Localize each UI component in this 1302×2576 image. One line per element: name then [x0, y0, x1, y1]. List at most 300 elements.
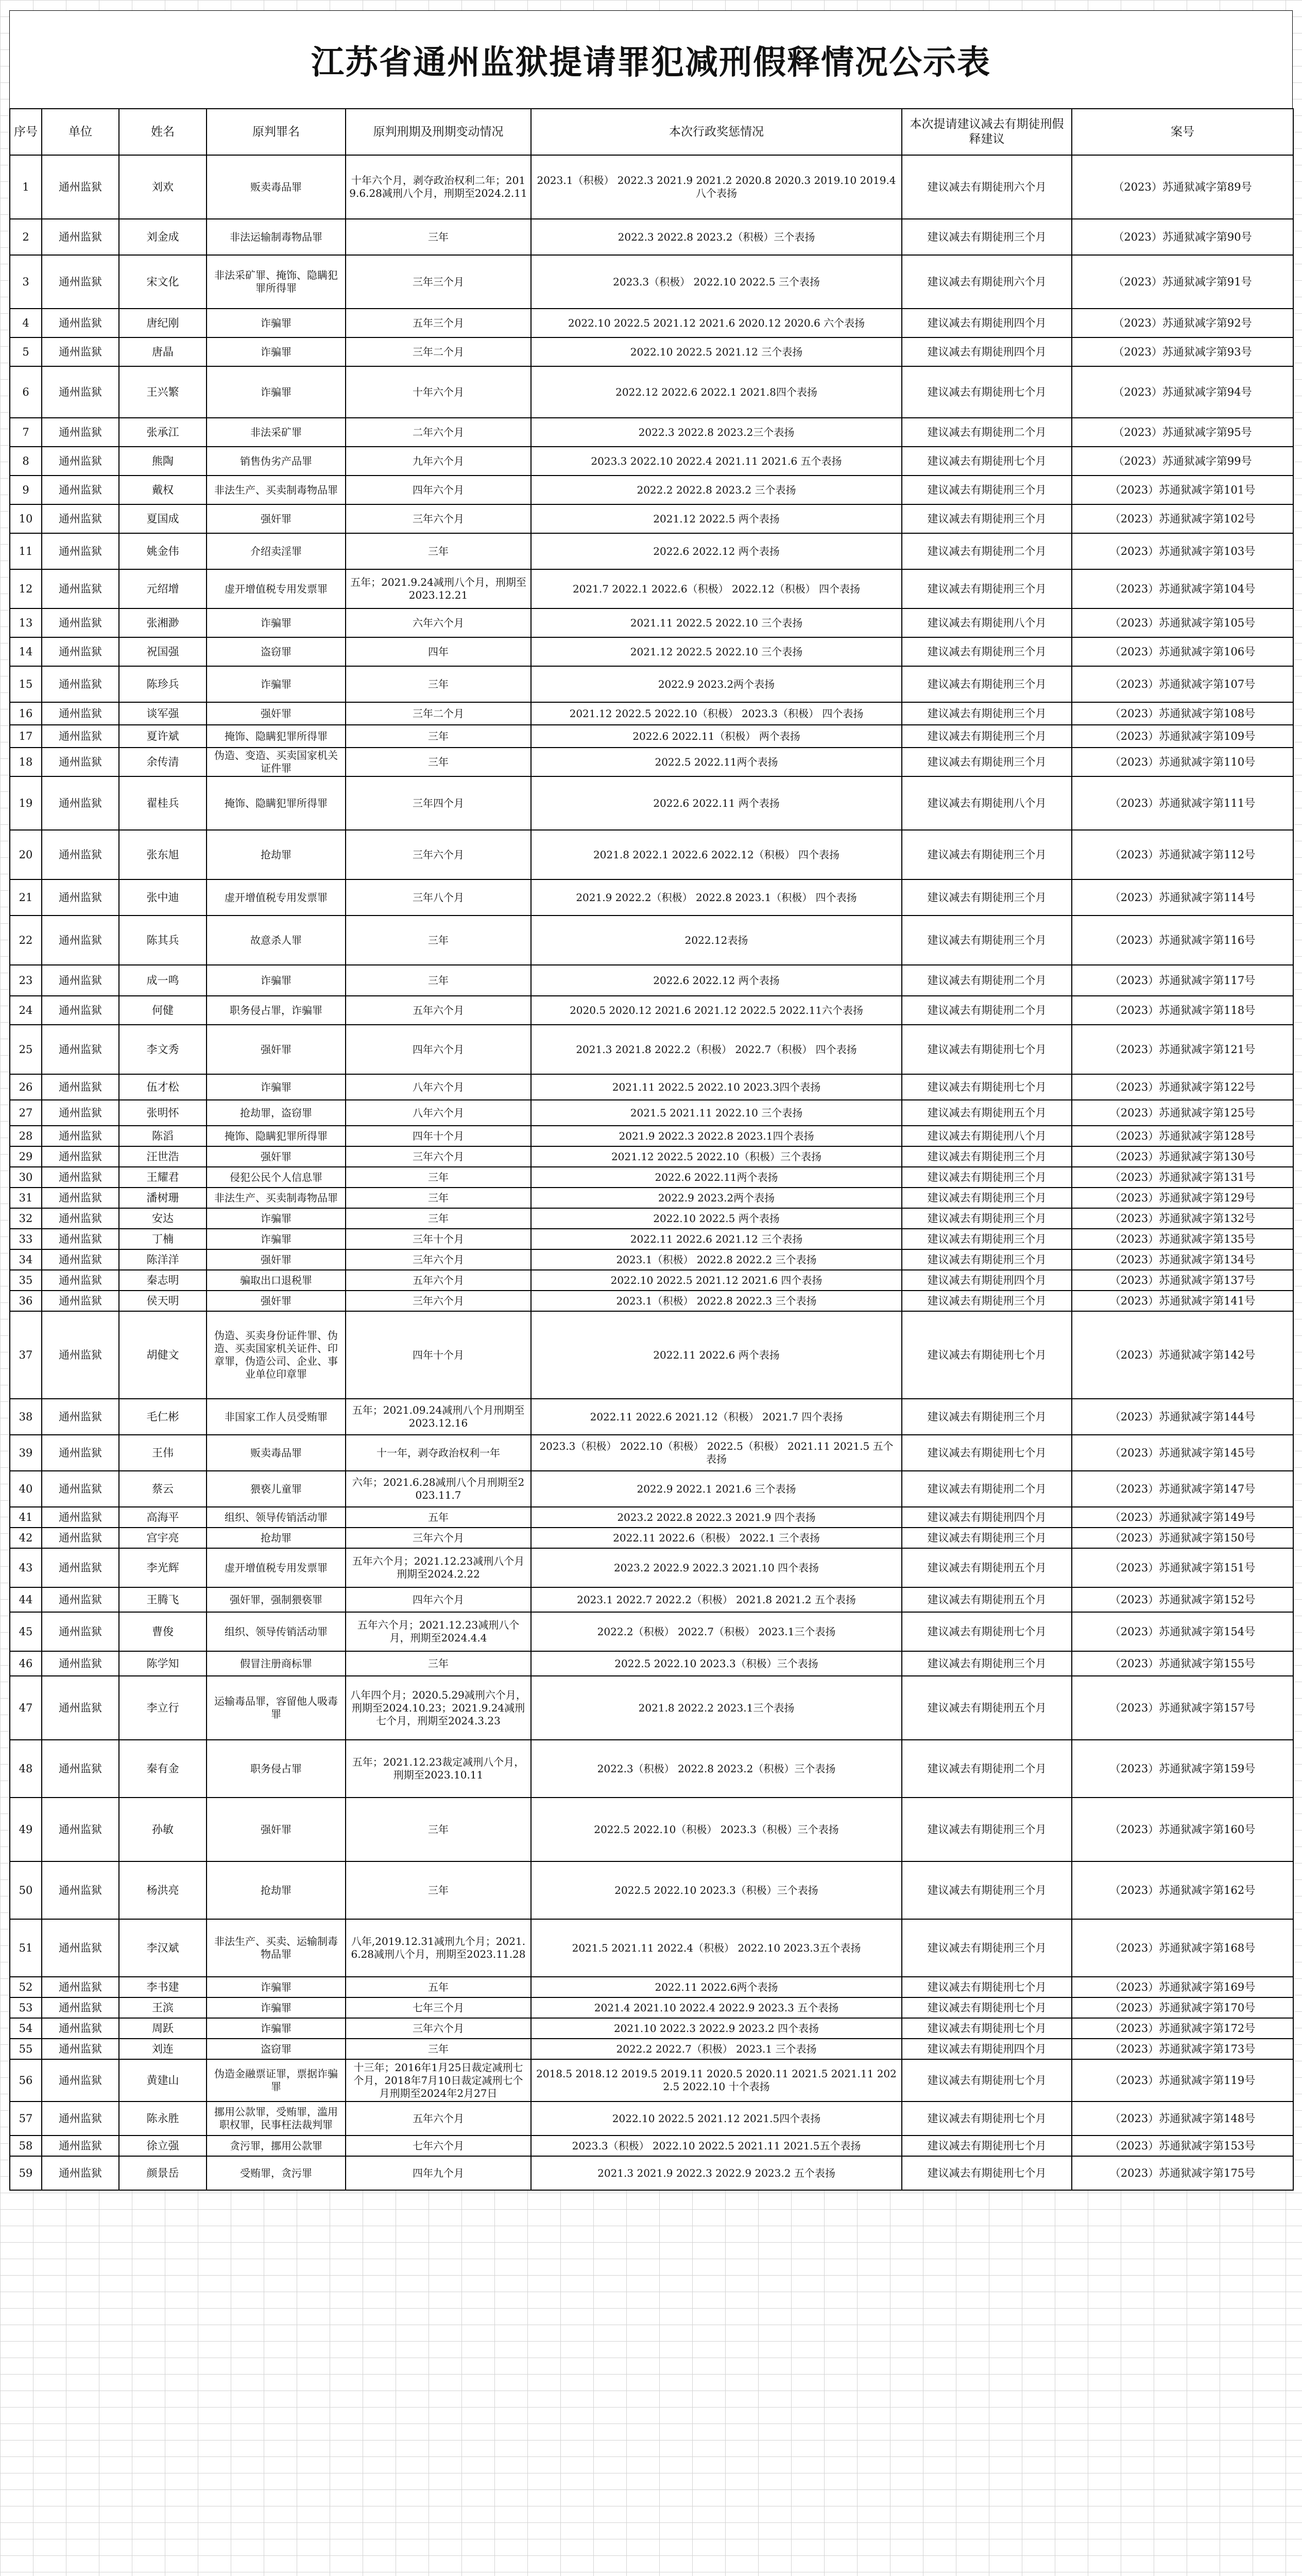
cell-case[interactable]: （2023）苏通狱减字第111号 [1072, 776, 1293, 830]
cell-suggest[interactable]: 建议减去有期徒刑七个月 [902, 447, 1072, 476]
cell-reward[interactable]: 2022.12表扬 [531, 916, 902, 965]
cell-no[interactable]: 4 [10, 309, 42, 337]
cell-no[interactable]: 59 [10, 2156, 42, 2190]
cell-term[interactable]: 三年 [346, 2039, 531, 2059]
cell-case[interactable]: （2023）苏通狱减字第110号 [1072, 748, 1293, 776]
cell-reward[interactable]: 2018.5 2018.12 2019.5 2019.11 2020.5 2020.11 2021.5 2021.11 2022.5 2022.10 十个表扬 [531, 2059, 902, 2102]
cell-suggest[interactable]: 建议减去有期徒刑七个月 [902, 1074, 1072, 1100]
cell-crime[interactable]: 诈骗罪 [207, 1074, 346, 1100]
cell-no[interactable]: 44 [10, 1587, 42, 1612]
cell-name[interactable]: 陈珍兵 [119, 666, 207, 702]
cell-name[interactable]: 刘连 [119, 2039, 207, 2059]
cell-unit[interactable]: 通州监狱 [42, 1025, 119, 1074]
cell-no[interactable]: 8 [10, 447, 42, 476]
cell-no[interactable]: 11 [10, 533, 42, 569]
cell-no[interactable]: 6 [10, 366, 42, 418]
cell-crime[interactable]: 强奸罪 [207, 504, 346, 533]
cell-crime[interactable]: 非法生产、买卖制毒物品罪 [207, 476, 346, 504]
cell-unit[interactable]: 通州监狱 [42, 2039, 119, 2059]
cell-unit[interactable]: 通州监狱 [42, 2059, 119, 2102]
cell-reward[interactable]: 2022.9 2023.2两个表扬 [531, 1188, 902, 1208]
cell-unit[interactable]: 通州监狱 [42, 569, 119, 608]
cell-crime[interactable]: 侵犯公民个人信息罪 [207, 1167, 346, 1188]
cell-term[interactable]: 三年 [346, 533, 531, 569]
cell-unit[interactable]: 通州监狱 [42, 1435, 119, 1471]
cell-reward[interactable]: 2023.1 2022.7 2022.2（积极） 2021.8 2021.2 五个表扬 [531, 1587, 902, 1612]
cell-crime[interactable]: 受贿罪，贪污罪 [207, 2156, 346, 2190]
cell-unit[interactable]: 通州监狱 [42, 1919, 119, 1977]
cell-name[interactable]: 宋文化 [119, 255, 207, 309]
cell-name[interactable]: 陈学知 [119, 1651, 207, 1676]
cell-crime[interactable]: 掩饰、隐瞒犯罪所得罪 [207, 776, 346, 830]
cell-term[interactable]: 七年六个月 [346, 2136, 531, 2156]
cell-unit[interactable]: 通州监狱 [42, 1528, 119, 1548]
cell-no[interactable]: 17 [10, 725, 42, 748]
cell-suggest[interactable]: 建议减去有期徒刑七个月 [902, 1435, 1072, 1471]
cell-name[interactable]: 刘欢 [119, 155, 207, 219]
cell-crime[interactable]: 贩卖毒品罪 [207, 155, 346, 219]
cell-term[interactable]: 四年 [346, 637, 531, 666]
cell-case[interactable]: （2023）苏通狱减字第152号 [1072, 1587, 1293, 1612]
cell-unit[interactable]: 通州监狱 [42, 637, 119, 666]
cell-unit[interactable]: 通州监狱 [42, 1229, 119, 1249]
cell-term[interactable]: 三年六个月 [346, 1291, 531, 1311]
cell-name[interactable]: 谈军强 [119, 702, 207, 725]
cell-crime[interactable]: 组织、领导传销活动罪 [207, 1507, 346, 1528]
col-header-crime[interactable]: 原判罪名 [207, 109, 346, 155]
cell-reward[interactable]: 2021.3 2021.9 2022.3 2022.9 2023.2 五个表扬 [531, 2156, 902, 2190]
cell-name[interactable]: 何健 [119, 996, 207, 1025]
cell-name[interactable]: 黄建山 [119, 2059, 207, 2102]
cell-term[interactable]: 四年六个月 [346, 476, 531, 504]
cell-suggest[interactable]: 建议减去有期徒刑五个月 [902, 1676, 1072, 1740]
cell-term[interactable]: 二年六个月 [346, 418, 531, 447]
cell-name[interactable]: 张中迪 [119, 879, 207, 916]
col-header-reward[interactable]: 本次行政奖惩情况 [531, 109, 902, 155]
cell-suggest[interactable]: 建议减去有期徒刑五个月 [902, 1548, 1072, 1587]
cell-suggest[interactable]: 建议减去有期徒刑三个月 [902, 830, 1072, 879]
cell-unit[interactable]: 通州监狱 [42, 1291, 119, 1311]
cell-unit[interactable]: 通州监狱 [42, 504, 119, 533]
cell-crime[interactable]: 虚开增值税专用发票罪 [207, 879, 346, 916]
cell-crime[interactable]: 诈骗罪 [207, 1977, 346, 1997]
cell-no[interactable]: 23 [10, 965, 42, 996]
cell-term[interactable]: 三年 [346, 1798, 531, 1861]
col-header-term[interactable]: 原判刑期及刑期变动情况 [346, 109, 531, 155]
cell-term[interactable]: 三年六个月 [346, 1528, 531, 1548]
cell-case[interactable]: （2023）苏通狱减字第108号 [1072, 702, 1293, 725]
cell-name[interactable]: 徐立强 [119, 2136, 207, 2156]
cell-unit[interactable]: 通州监狱 [42, 1399, 119, 1435]
cell-unit[interactable]: 通州监狱 [42, 255, 119, 309]
cell-term[interactable]: 四年九个月 [346, 2156, 531, 2190]
cell-no[interactable]: 51 [10, 1919, 42, 1977]
cell-crime[interactable]: 盗窃罪 [207, 2039, 346, 2059]
cell-name[interactable]: 余传清 [119, 748, 207, 776]
cell-unit[interactable]: 通州监狱 [42, 2102, 119, 2136]
cell-name[interactable]: 熊陶 [119, 447, 207, 476]
cell-suggest[interactable]: 建议减去有期徒刑六个月 [902, 255, 1072, 309]
cell-reward[interactable]: 2022.6 2022.11（积极） 两个表扬 [531, 725, 902, 748]
cell-crime[interactable]: 介绍卖淫罪 [207, 533, 346, 569]
cell-reward[interactable]: 2021.7 2022.1 2022.6（积极） 2022.12（积极） 四个表扬 [531, 569, 902, 608]
cell-term[interactable]: 四年六个月 [346, 1025, 531, 1074]
cell-case[interactable]: （2023）苏通狱减字第131号 [1072, 1167, 1293, 1188]
cell-suggest[interactable]: 建议减去有期徒刑五个月 [902, 1100, 1072, 1126]
cell-crime[interactable]: 抢劫罪，盗窃罪 [207, 1100, 346, 1126]
cell-unit[interactable]: 通州监狱 [42, 1167, 119, 1188]
cell-suggest[interactable]: 建议减去有期徒刑五个月 [902, 1587, 1072, 1612]
cell-case[interactable]: （2023）苏通狱减字第149号 [1072, 1507, 1293, 1528]
cell-case[interactable]: （2023）苏通狱减字第107号 [1072, 666, 1293, 702]
cell-reward[interactable]: 2023.1（积极） 2022.3 2021.9 2021.2 2020.8 2020.3 2019.10 2019.4八个表扬 [531, 155, 902, 219]
cell-case[interactable]: （2023）苏通狱减字第153号 [1072, 2136, 1293, 2156]
cell-reward[interactable]: 2022.5 2022.10（积极） 2023.3（积极）三个表扬 [531, 1798, 902, 1861]
cell-name[interactable]: 曹俊 [119, 1612, 207, 1651]
cell-unit[interactable]: 通州监狱 [42, 1740, 119, 1798]
cell-suggest[interactable]: 建议减去有期徒刑三个月 [902, 748, 1072, 776]
cell-name[interactable]: 成一鸣 [119, 965, 207, 996]
cell-reward[interactable]: 2023.2 2022.9 2022.3 2021.10 四个表扬 [531, 1548, 902, 1587]
cell-no[interactable]: 37 [10, 1311, 42, 1399]
cell-reward[interactable]: 2023.2 2022.8 2022.3 2021.9 四个表扬 [531, 1507, 902, 1528]
cell-case[interactable]: （2023）苏通狱减字第135号 [1072, 1229, 1293, 1249]
cell-name[interactable]: 李光辉 [119, 1548, 207, 1587]
cell-suggest[interactable]: 建议减去有期徒刑三个月 [902, 569, 1072, 608]
cell-crime[interactable]: 非国家工作人员受贿罪 [207, 1399, 346, 1435]
cell-term[interactable]: 十一年，剥夺政治权利一年 [346, 1435, 531, 1471]
cell-no[interactable]: 18 [10, 748, 42, 776]
cell-term[interactable]: 八年四个月；2020.5.29减刑六个月，刑期至2024.10.23；2021.9.24减刑七个月，刑期至2024.3.23 [346, 1676, 531, 1740]
cell-suggest[interactable]: 建议减去有期徒刑三个月 [902, 637, 1072, 666]
cell-reward[interactable]: 2021.5 2021.11 2022.4（积极） 2022.10 2023.3五个表扬 [531, 1919, 902, 1977]
cell-term[interactable]: 三年 [346, 1188, 531, 1208]
cell-unit[interactable]: 通州监狱 [42, 1208, 119, 1229]
cell-suggest[interactable]: 建议减去有期徒刑三个月 [902, 702, 1072, 725]
cell-no[interactable]: 15 [10, 666, 42, 702]
cell-reward[interactable]: 2021.11 2022.5 2022.10 2023.3四个表扬 [531, 1074, 902, 1100]
cell-name[interactable]: 夏国成 [119, 504, 207, 533]
cell-crime[interactable]: 伪造金融票证罪，票据诈骗罪 [207, 2059, 346, 2102]
cell-suggest[interactable]: 建议减去有期徒刑二个月 [902, 418, 1072, 447]
cell-suggest[interactable]: 建议减去有期徒刑二个月 [902, 965, 1072, 996]
cell-unit[interactable]: 通州监狱 [42, 1249, 119, 1270]
cell-no[interactable]: 45 [10, 1612, 42, 1651]
cell-unit[interactable]: 通州监狱 [42, 533, 119, 569]
cell-name[interactable]: 张东旭 [119, 830, 207, 879]
cell-name[interactable]: 李文秀 [119, 1025, 207, 1074]
cell-term[interactable]: 三年 [346, 916, 531, 965]
cell-crime[interactable]: 职务侵占罪 [207, 1740, 346, 1798]
cell-no[interactable]: 36 [10, 1291, 42, 1311]
cell-no[interactable]: 19 [10, 776, 42, 830]
cell-no[interactable]: 50 [10, 1861, 42, 1919]
cell-unit[interactable]: 通州监狱 [42, 1270, 119, 1291]
cell-case[interactable]: （2023）苏通狱减字第91号 [1072, 255, 1293, 309]
cell-suggest[interactable]: 建议减去有期徒刑二个月 [902, 1471, 1072, 1507]
cell-suggest[interactable]: 建议减去有期徒刑八个月 [902, 776, 1072, 830]
cell-suggest[interactable]: 建议减去有期徒刑七个月 [902, 2156, 1072, 2190]
cell-term[interactable]: 五年；2021.9.24减刑八个月，刑期至2023.12.21 [346, 569, 531, 608]
cell-crime[interactable]: 诈骗罪 [207, 965, 346, 996]
cell-case[interactable]: （2023）苏通狱减字第121号 [1072, 1025, 1293, 1074]
cell-no[interactable]: 42 [10, 1528, 42, 1548]
cell-no[interactable]: 16 [10, 702, 42, 725]
cell-no[interactable]: 39 [10, 1435, 42, 1471]
cell-suggest[interactable]: 建议减去有期徒刑六个月 [902, 155, 1072, 219]
cell-no[interactable]: 30 [10, 1167, 42, 1188]
cell-no[interactable]: 33 [10, 1229, 42, 1249]
cell-reward[interactable]: 2022.10 2022.5 2021.12 2021.6 四个表扬 [531, 1270, 902, 1291]
cell-case[interactable]: （2023）苏通狱减字第101号 [1072, 476, 1293, 504]
cell-crime[interactable]: 掩饰、隐瞒犯罪所得罪 [207, 725, 346, 748]
cell-crime[interactable]: 诈骗罪 [207, 1997, 346, 2018]
cell-case[interactable]: （2023）苏通狱减字第148号 [1072, 2102, 1293, 2136]
cell-no[interactable]: 22 [10, 916, 42, 965]
cell-no[interactable]: 54 [10, 2018, 42, 2039]
cell-suggest[interactable]: 建议减去有期徒刑三个月 [902, 916, 1072, 965]
cell-name[interactable]: 张承江 [119, 418, 207, 447]
cell-name[interactable]: 陈洋洋 [119, 1249, 207, 1270]
cell-suggest[interactable]: 建议减去有期徒刑七个月 [902, 2018, 1072, 2039]
cell-term[interactable]: 五年 [346, 1507, 531, 1528]
cell-unit[interactable]: 通州监狱 [42, 2018, 119, 2039]
cell-unit[interactable]: 通州监狱 [42, 309, 119, 337]
cell-reward[interactable]: 2022.11 2022.6 2021.12 三个表扬 [531, 1229, 902, 1249]
cell-suggest[interactable]: 建议减去有期徒刑三个月 [902, 1188, 1072, 1208]
cell-no[interactable]: 13 [10, 608, 42, 637]
cell-suggest[interactable]: 建议减去有期徒刑八个月 [902, 608, 1072, 637]
cell-case[interactable]: （2023）苏通狱减字第175号 [1072, 2156, 1293, 2190]
cell-term[interactable]: 三年二个月 [346, 337, 531, 366]
cell-unit[interactable]: 通州监狱 [42, 1798, 119, 1861]
cell-unit[interactable]: 通州监狱 [42, 1587, 119, 1612]
cell-suggest[interactable]: 建议减去有期徒刑三个月 [902, 1651, 1072, 1676]
cell-suggest[interactable]: 建议减去有期徒刑四个月 [902, 337, 1072, 366]
cell-reward[interactable]: 2021.8 2022.1 2022.6 2022.12（积极） 四个表扬 [531, 830, 902, 879]
cell-term[interactable]: 四年十个月 [346, 1311, 531, 1399]
cell-reward[interactable]: 2022.3（积极） 2022.8 2023.2（积极）三个表扬 [531, 1740, 902, 1798]
cell-case[interactable]: （2023）苏通狱减字第151号 [1072, 1548, 1293, 1587]
cell-name[interactable]: 张湘渺 [119, 608, 207, 637]
cell-suggest[interactable]: 建议减去有期徒刑三个月 [902, 1208, 1072, 1229]
cell-case[interactable]: （2023）苏通狱减字第162号 [1072, 1861, 1293, 1919]
cell-case[interactable]: （2023）苏通狱减字第147号 [1072, 1471, 1293, 1507]
cell-case[interactable]: （2023）苏通狱减字第109号 [1072, 725, 1293, 748]
cell-unit[interactable]: 通州监狱 [42, 1997, 119, 2018]
cell-reward[interactable]: 2023.3（积极） 2022.10 2022.5 三个表扬 [531, 255, 902, 309]
cell-reward[interactable]: 2022.5 2022.10 2023.3（积极）三个表扬 [531, 1651, 902, 1676]
cell-unit[interactable]: 通州监狱 [42, 2136, 119, 2156]
cell-crime[interactable]: 猥亵儿童罪 [207, 1471, 346, 1507]
cell-crime[interactable]: 虚开增值税专用发票罪 [207, 569, 346, 608]
cell-name[interactable]: 伍才松 [119, 1074, 207, 1100]
cell-term[interactable]: 四年十个月 [346, 1126, 531, 1146]
cell-crime[interactable]: 掩饰、隐瞒犯罪所得罪 [207, 1126, 346, 1146]
cell-unit[interactable]: 通州监狱 [42, 965, 119, 996]
cell-suggest[interactable]: 建议减去有期徒刑七个月 [902, 1311, 1072, 1399]
cell-reward[interactable]: 2021.5 2021.11 2022.10 三个表扬 [531, 1100, 902, 1126]
cell-no[interactable]: 40 [10, 1471, 42, 1507]
cell-reward[interactable]: 2022.11 2022.6 两个表扬 [531, 1311, 902, 1399]
cell-reward[interactable]: 2021.12 2022.5 2022.10 三个表扬 [531, 637, 902, 666]
cell-suggest[interactable]: 建议减去有期徒刑七个月 [902, 2059, 1072, 2102]
cell-case[interactable]: （2023）苏通狱减字第160号 [1072, 1798, 1293, 1861]
cell-crime[interactable]: 盗窃罪 [207, 637, 346, 666]
cell-reward[interactable]: 2021.12 2022.5 2022.10（积极）三个表扬 [531, 1146, 902, 1167]
cell-crime[interactable]: 非法运输制毒物品罪 [207, 219, 346, 255]
cell-reward[interactable]: 2021.11 2022.5 2022.10 三个表扬 [531, 608, 902, 637]
cell-case[interactable]: （2023）苏通狱减字第144号 [1072, 1399, 1293, 1435]
cell-name[interactable]: 唐纪刚 [119, 309, 207, 337]
cell-case[interactable]: （2023）苏通狱减字第157号 [1072, 1676, 1293, 1740]
cell-case[interactable]: （2023）苏通狱减字第122号 [1072, 1074, 1293, 1100]
cell-unit[interactable]: 通州监狱 [42, 1146, 119, 1167]
cell-reward[interactable]: 2022.10 2022.5 2021.12 2021.5四个表扬 [531, 2102, 902, 2136]
cell-no[interactable]: 25 [10, 1025, 42, 1074]
cell-unit[interactable]: 通州监狱 [42, 337, 119, 366]
cell-reward[interactable]: 2021.8 2022.2 2023.1三个表扬 [531, 1676, 902, 1740]
cell-crime[interactable]: 伪造、买卖身份证件罪、伪造、买卖国家机关证件、印章罪，伪造公司、企业、事业单位印章罪 [207, 1311, 346, 1399]
cell-reward[interactable]: 2023.1（积极） 2022.8 2022.3 三个表扬 [531, 1291, 902, 1311]
cell-crime[interactable]: 抢劫罪 [207, 830, 346, 879]
cell-crime[interactable]: 诈骗罪 [207, 666, 346, 702]
cell-crime[interactable]: 强奸罪 [207, 702, 346, 725]
cell-unit[interactable]: 通州监狱 [42, 1861, 119, 1919]
cell-case[interactable]: （2023）苏通狱减字第150号 [1072, 1528, 1293, 1548]
cell-case[interactable]: （2023）苏通狱减字第142号 [1072, 1311, 1293, 1399]
cell-case[interactable]: （2023）苏通狱减字第173号 [1072, 2039, 1293, 2059]
cell-case[interactable]: （2023）苏通狱减字第125号 [1072, 1100, 1293, 1126]
cell-no[interactable]: 38 [10, 1399, 42, 1435]
cell-unit[interactable]: 通州监狱 [42, 2156, 119, 2190]
cell-unit[interactable]: 通州监狱 [42, 1676, 119, 1740]
cell-case[interactable]: （2023）苏通狱减字第94号 [1072, 366, 1293, 418]
cell-name[interactable]: 李立行 [119, 1676, 207, 1740]
cell-case[interactable]: （2023）苏通狱减字第102号 [1072, 504, 1293, 533]
cell-unit[interactable]: 通州监狱 [42, 447, 119, 476]
cell-crime[interactable]: 非法采矿罪、掩饰、隐瞒犯罪所得罪 [207, 255, 346, 309]
cell-no[interactable]: 20 [10, 830, 42, 879]
cell-crime[interactable]: 故意杀人罪 [207, 916, 346, 965]
cell-unit[interactable]: 通州监狱 [42, 776, 119, 830]
cell-name[interactable]: 夏许斌 [119, 725, 207, 748]
cell-crime[interactable]: 骗取出口退税罪 [207, 1270, 346, 1291]
cell-name[interactable]: 唐晶 [119, 337, 207, 366]
cell-term[interactable]: 七年三个月 [346, 1997, 531, 2018]
cell-suggest[interactable]: 建议减去有期徒刑七个月 [902, 366, 1072, 418]
cell-suggest[interactable]: 建议减去有期徒刑七个月 [902, 1977, 1072, 1997]
cell-crime[interactable]: 贩卖毒品罪 [207, 1435, 346, 1471]
cell-unit[interactable]: 通州监狱 [42, 1074, 119, 1100]
cell-crime[interactable]: 贪污罪，挪用公款罪 [207, 2136, 346, 2156]
cell-term[interactable]: 五年六个月；2021.12.23减刑八个月，刑期至2024.4.4 [346, 1612, 531, 1651]
cell-unit[interactable]: 通州监狱 [42, 219, 119, 255]
cell-crime[interactable]: 强奸罪 [207, 1798, 346, 1861]
cell-case[interactable]: （2023）苏通狱减字第145号 [1072, 1435, 1293, 1471]
cell-suggest[interactable]: 建议减去有期徒刑三个月 [902, 1291, 1072, 1311]
cell-no[interactable]: 55 [10, 2039, 42, 2059]
cell-crime[interactable]: 假冒注册商标罪 [207, 1651, 346, 1676]
cell-crime[interactable]: 强奸罪 [207, 1291, 346, 1311]
cell-unit[interactable]: 通州监狱 [42, 830, 119, 879]
cell-unit[interactable]: 通州监狱 [42, 1977, 119, 1997]
cell-unit[interactable]: 通州监狱 [42, 1612, 119, 1651]
cell-case[interactable]: （2023）苏通狱减字第132号 [1072, 1208, 1293, 1229]
cell-crime[interactable]: 非法采矿罪 [207, 418, 346, 447]
cell-suggest[interactable]: 建议减去有期徒刑三个月 [902, 1399, 1072, 1435]
cell-term[interactable]: 三年三个月 [346, 255, 531, 309]
cell-unit[interactable]: 通州监狱 [42, 702, 119, 725]
cell-reward[interactable]: 2023.3（积极） 2022.10 2022.5 2021.11 2021.5五个表扬 [531, 2136, 902, 2156]
cell-case[interactable]: （2023）苏通狱减字第134号 [1072, 1249, 1293, 1270]
cell-no[interactable]: 41 [10, 1507, 42, 1528]
cell-term[interactable]: 三年 [346, 748, 531, 776]
cell-suggest[interactable]: 建议减去有期徒刑四个月 [902, 2039, 1072, 2059]
cell-term[interactable]: 四年六个月 [346, 1587, 531, 1612]
cell-case[interactable]: （2023）苏通狱减字第112号 [1072, 830, 1293, 879]
cell-crime[interactable]: 诈骗罪 [207, 608, 346, 637]
cell-term[interactable]: 六年六个月 [346, 608, 531, 637]
cell-reward[interactable]: 2022.2 2022.8 2023.2 三个表扬 [531, 476, 902, 504]
cell-reward[interactable]: 2022.11 2022.6（积极） 2022.1 三个表扬 [531, 1528, 902, 1548]
cell-suggest[interactable]: 建议减去有期徒刑三个月 [902, 666, 1072, 702]
cell-name[interactable]: 毛仁彬 [119, 1399, 207, 1435]
cell-no[interactable]: 21 [10, 879, 42, 916]
cell-crime[interactable]: 挪用公款罪，受贿罪，滥用职权罪，民事枉法裁判罪 [207, 2102, 346, 2136]
cell-name[interactable]: 孙敏 [119, 1798, 207, 1861]
cell-name[interactable]: 颜景岳 [119, 2156, 207, 2190]
cell-suggest[interactable]: 建议减去有期徒刑七个月 [902, 2136, 1072, 2156]
cell-suggest[interactable]: 建议减去有期徒刑三个月 [902, 219, 1072, 255]
col-header-unit[interactable]: 单位 [42, 109, 119, 155]
col-header-suggest[interactable]: 本次提请建议减去有期徒刑假释建议 [902, 109, 1072, 155]
cell-case[interactable]: （2023）苏通狱减字第155号 [1072, 1651, 1293, 1676]
cell-unit[interactable]: 通州监狱 [42, 1548, 119, 1587]
cell-no[interactable]: 7 [10, 418, 42, 447]
cell-case[interactable]: （2023）苏通狱减字第99号 [1072, 447, 1293, 476]
cell-no[interactable]: 1 [10, 155, 42, 219]
cell-no[interactable]: 52 [10, 1977, 42, 1997]
cell-reward[interactable]: 2022.11 2022.6 2021.12（积极） 2021.7 四个表扬 [531, 1399, 902, 1435]
cell-name[interactable]: 杨洪亮 [119, 1861, 207, 1919]
cell-name[interactable]: 翟桂兵 [119, 776, 207, 830]
cell-case[interactable]: （2023）苏通狱减字第172号 [1072, 2018, 1293, 2039]
cell-name[interactable]: 姚金伟 [119, 533, 207, 569]
cell-crime[interactable]: 抢劫罪 [207, 1861, 346, 1919]
cell-case[interactable]: （2023）苏通狱减字第104号 [1072, 569, 1293, 608]
cell-name[interactable]: 戴权 [119, 476, 207, 504]
cell-no[interactable]: 53 [10, 1997, 42, 2018]
cell-crime[interactable]: 非法生产、买卖制毒物品罪 [207, 1188, 346, 1208]
cell-case[interactable]: （2023）苏通狱减字第119号 [1072, 2059, 1293, 2102]
cell-no[interactable]: 3 [10, 255, 42, 309]
cell-suggest[interactable]: 建议减去有期徒刑七个月 [902, 1612, 1072, 1651]
cell-crime[interactable]: 运输毒品罪，容留他人吸毒罪 [207, 1676, 346, 1740]
cell-reward[interactable]: 2023.3（积极） 2022.10（积极） 2022.5（积极） 2021.11 2021.5 五个表扬 [531, 1435, 902, 1471]
cell-case[interactable]: （2023）苏通狱减字第159号 [1072, 1740, 1293, 1798]
cell-term[interactable]: 三年二个月 [346, 702, 531, 725]
cell-no[interactable]: 46 [10, 1651, 42, 1676]
cell-reward[interactable]: 2022.6 2022.12 两个表扬 [531, 965, 902, 996]
cell-reward[interactable]: 2022.5 2022.10 2023.3（积极）三个表扬 [531, 1861, 902, 1919]
cell-case[interactable]: （2023）苏通狱减字第90号 [1072, 219, 1293, 255]
cell-reward[interactable]: 2021.4 2021.10 2022.4 2022.9 2023.3 五个表扬 [531, 1997, 902, 2018]
cell-case[interactable]: （2023）苏通狱减字第93号 [1072, 337, 1293, 366]
cell-crime[interactable]: 强奸罪 [207, 1025, 346, 1074]
cell-no[interactable]: 34 [10, 1249, 42, 1270]
cell-suggest[interactable]: 建议减去有期徒刑七个月 [902, 2102, 1072, 2136]
